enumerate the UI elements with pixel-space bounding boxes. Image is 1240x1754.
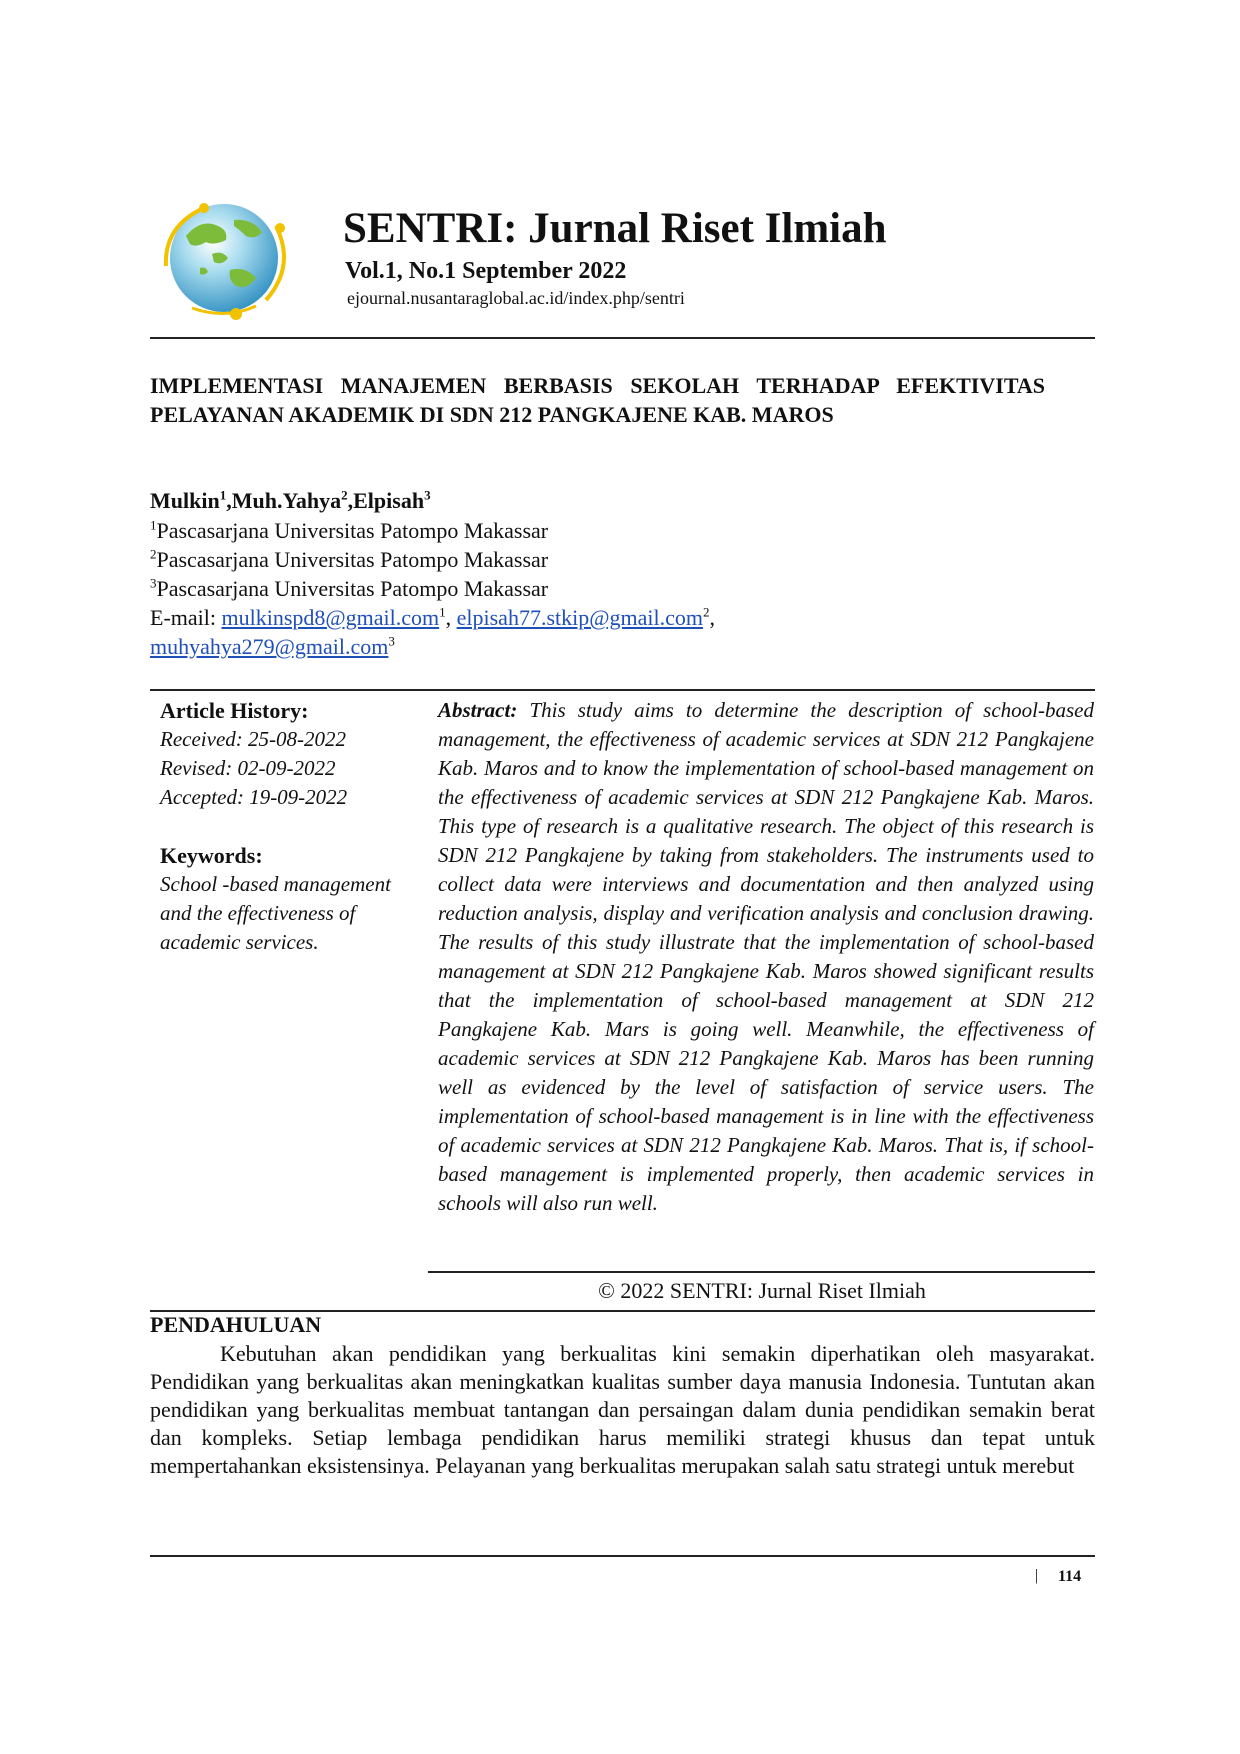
footer-rule [150, 1555, 1095, 1557]
intro-text [150, 1340, 1095, 1480]
revised-date: Revised: 02-09-2022 [160, 756, 336, 780]
email-sup: 3 [388, 633, 395, 649]
email-separator: , [445, 605, 457, 630]
author-separator: , [347, 488, 354, 513]
journal-volume: Vol.1, No.1 September 2022 [345, 258, 627, 284]
affiliation-sup: 1 [150, 517, 157, 533]
email-link[interactable]: muhyahya279@gmail.com [150, 634, 389, 659]
abstract-text: This study aims to determine the description of school-based management, the effectiveness of academic services at SDN 212 Pangkajene Kab. Maros and to know the implementation of school-based management on the effectiveness of academic services at SDN 212 Pangkajene Kab. Maros. This type of research is a qualitative research. The object of this research is SDN 212 Pangkajene by taking from stakeholders. The instruments used to collect data were interviews and documentation and then analyzed using reduction analysis, display and verification analysis and conclusion drawing. The results of this study illustrate that the implementation of school-based management at SDN 212 Pangkajene Kab. Maros showed significant results that the implementation of school-based management at SDN 212 Pangkajene Kab. Mars is going well. Meanwhile, the effectiveness of academic services at SDN 212 Pangkajene Kab. Maros has been running well as evidenced by the level of satisfaction of service users. The implementation of school-based management is in line with the effectiveness of academic services at SDN 212 Pangkajene Kab. Maros. That is, if school-based management is implemented properly, then academic services in schools will also run well. [438, 698, 1094, 1215]
author-sup: 2 [341, 487, 348, 503]
info-top-rule [150, 689, 1095, 691]
email-separator-trailing: , [709, 605, 715, 630]
footer-separator: | [1035, 1567, 1039, 1584]
abstract-label: Abstract: [438, 698, 518, 722]
body-paragraph: Kebutuhan akan pendidikan yang berkualitas kini semakin diperhatikan oleh masyarakat. Pendidikan yang berkualitas akan meningkatkan kualitas sumber daya manusia Indonesia. Tuntutan akan pendidikan yang berkualitas membuat tantangan dan persaingan dalam dunia pendidikan semakin berat dan kompleks. Setiap lembaga pendidikan harus memiliki strategi khusus dan tepat untuk mempertahankan eksistensinya. Pelayanan yang berkualitas merupakan salah satu strategi untuk merebut [150, 1341, 1095, 1478]
copyright-line: © 2022 SENTRI: Jurnal Riset Ilmiah [598, 1278, 926, 1303]
received-date: Received: 25-08-2022 [160, 727, 346, 751]
abstract-bottom-rule [428, 1271, 1095, 1273]
header-rule [150, 337, 1095, 339]
affiliation [150, 576, 548, 602]
email-label: E-mail: [150, 605, 222, 630]
paper-title: IMPLEMENTASI MANAJEMEN BERBASIS SEKOLAH TERHADAP EFEKTIVITAS PELAYANAN AKADEMIK DI SDN 212 PANGKAJENE KAB. MAROS [150, 373, 1045, 427]
email-sup: 1 [439, 604, 446, 620]
author-name: Muh.Yahya [231, 488, 342, 513]
affiliation-text: Pascasarjana Universitas Patompo Makassar [156, 518, 549, 543]
author-sup: 1 [219, 487, 227, 503]
page-number: 114 [1058, 1568, 1082, 1585]
affiliation-sup: 2 [150, 546, 157, 562]
email-link[interactable]: mulkinspd8@gmail.com [221, 605, 440, 630]
keywords-text: School -based management and the effectiveness of academic services. [160, 872, 391, 954]
email-line [150, 605, 715, 631]
article-info [160, 696, 405, 957]
affiliation [150, 518, 548, 544]
history-label: Article History: [160, 698, 309, 723]
journal-url[interactable]: ejournal.nusantaraglobal.ac.id/index.php/sentri [347, 288, 685, 308]
email-line [150, 634, 395, 660]
globe-logo-icon [156, 196, 306, 324]
author-sup: 3 [424, 487, 431, 503]
author-separator: , [226, 488, 232, 513]
affiliation-sup: 3 [150, 575, 157, 591]
journal-title: SENTRI: Jurnal Riset Ilmiah [343, 205, 887, 252]
email-link[interactable]: elpisah77.stkip@gmail.com [456, 605, 703, 630]
author-name: Mulkin [150, 488, 220, 513]
affiliation [150, 547, 548, 573]
affiliation-text: Pascasarjana Universitas Patompo Makassar [156, 547, 549, 572]
author-name: Elpisah [353, 488, 425, 513]
affiliation-text: Pascasarjana Universitas Patompo Makassar [156, 576, 549, 601]
email-sup: 2 [702, 604, 710, 620]
section-heading: PENDAHULUAN [150, 1312, 322, 1337]
abstract [438, 696, 1094, 1218]
keywords-label: Keywords: [160, 843, 263, 868]
author-list [150, 488, 431, 514]
accepted-date: Accepted: 19-09-2022 [160, 785, 348, 809]
